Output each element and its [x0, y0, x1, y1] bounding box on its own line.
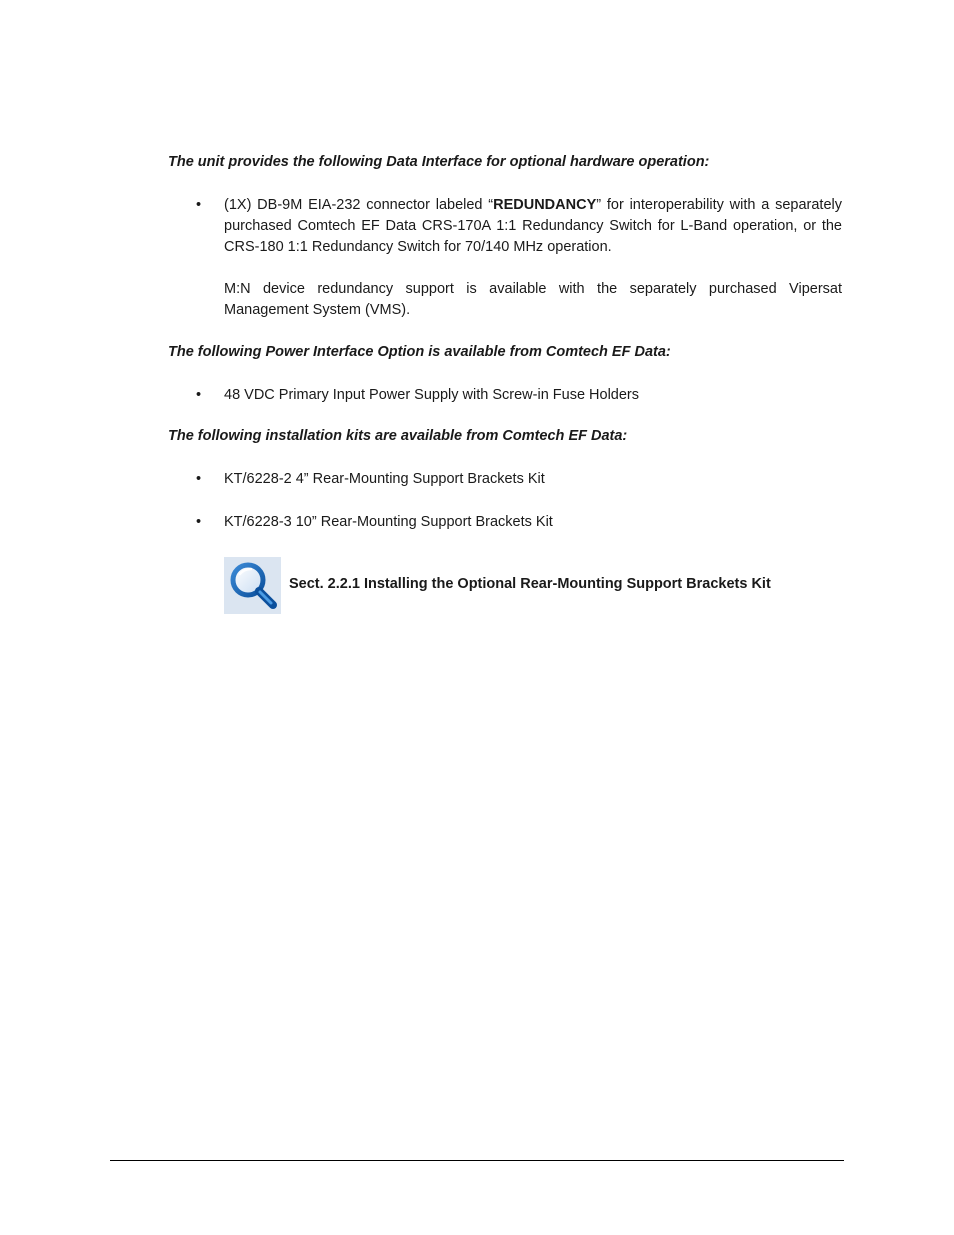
- section-reference-link[interactable]: Sect. 2.2.1 Installing the Optional Rear-Mounting Support Brackets Kit: [289, 576, 771, 592]
- kit-4in-text: KT/6228-2 4” Rear-Mounting Support Brackets Kit: [224, 471, 545, 487]
- bullet-icon: •: [196, 387, 202, 403]
- redundancy-label: REDUNDANCY: [493, 197, 597, 213]
- mn-redundancy-note: M:N device redundancy support is available with the separately purchased Vipersat Management System (VMS).: [224, 281, 842, 318]
- bullet-icon: •: [196, 514, 202, 530]
- magnifier-icon: [224, 557, 281, 614]
- bullet-icon: •: [196, 471, 202, 487]
- redundancy-text-prefix: (1X) DB-9M EIA-232 connector labeled “: [224, 197, 494, 213]
- power-supply-text: 48 VDC Primary Input Power Supply with Screw-in Fuse Holders: [224, 387, 640, 403]
- installation-kits-heading: The following installation kits are available from Comtech EF Data:: [168, 428, 628, 444]
- footer-divider: [110, 1160, 844, 1161]
- power-interface-heading: The following Power Interface Option is available from Comtech EF Data:: [168, 344, 671, 360]
- bullet-icon: •: [196, 197, 202, 213]
- data-interface-heading: The unit provides the following Data Interface for optional hardware operation:: [168, 154, 710, 170]
- redundancy-text-suffix: ” for interoperability with a separately purchased Comtech EF Data CRS-170A 1:1 Redundancy Switch for L-Band operation, or the CRS-180 1:1 Redundancy Switch for 70/140 MHz operation.: [224, 197, 842, 255]
- kit-10in-text: KT/6228-3 10” Rear-Mounting Support Brackets Kit: [224, 514, 553, 530]
- redundancy-connector-text: [224, 195, 842, 258]
